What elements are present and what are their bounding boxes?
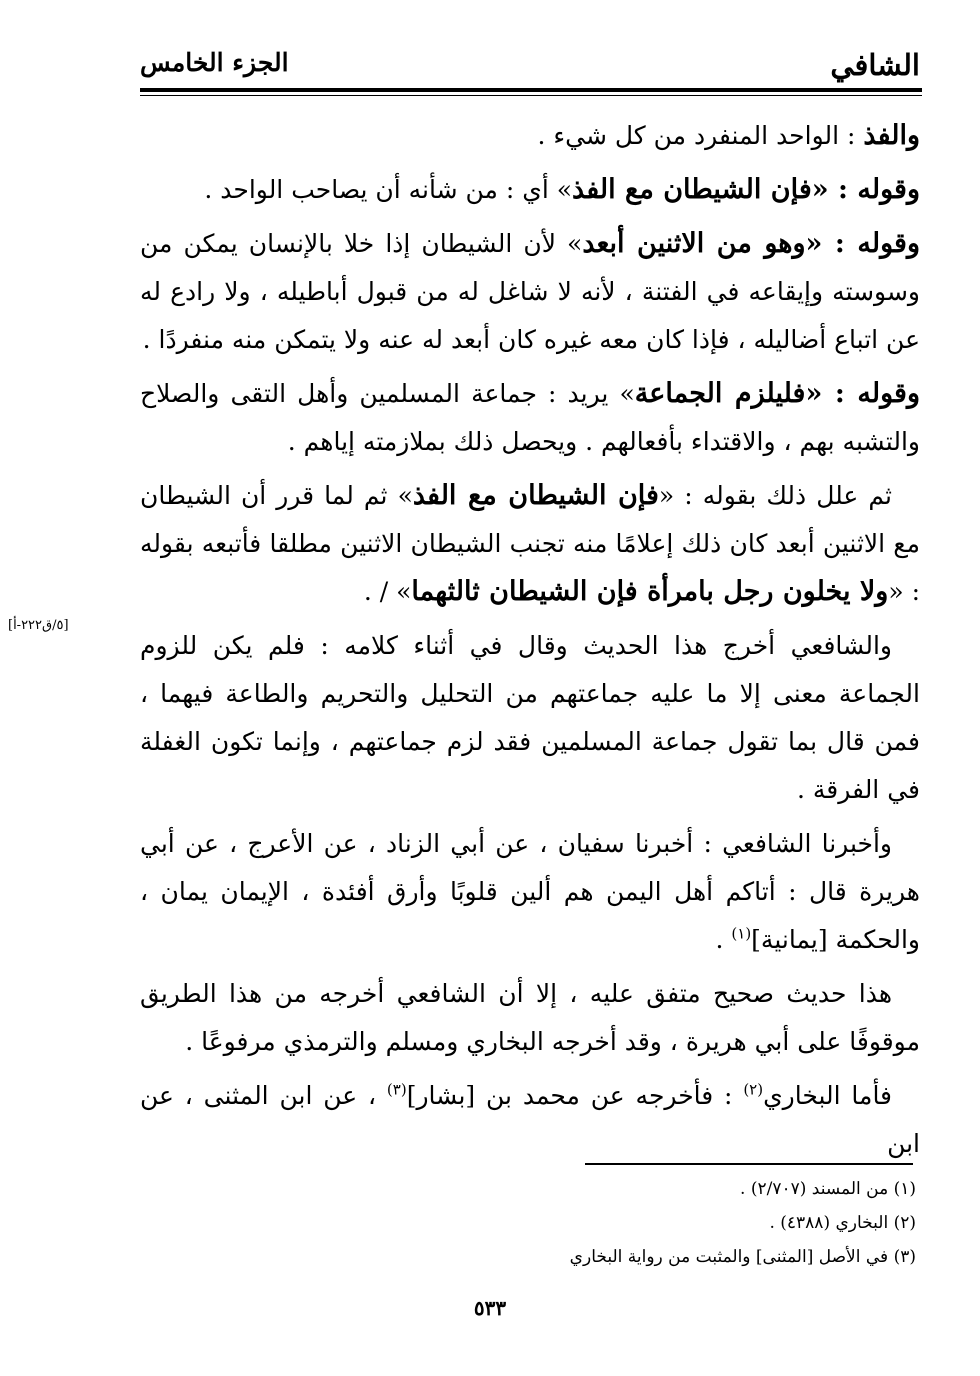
paragraph — [140, 1072, 920, 1168]
text-run: ، عن ابن المثنى ، عن ابن — [140, 1081, 920, 1158]
bold-phrase: فإن الشيطان مع الفذ — [572, 174, 812, 205]
text-run: » يريد : جماعة المسلمين وأهل التقى والصلاح والتشبه بهم ، والاقتداء بأفعالهم . ويحصل ذلك بملازمته إياهم . — [140, 379, 920, 456]
text-run: » أي : من شأنه أن يصاحب الواحد . — [204, 175, 573, 204]
header-rule-thick — [140, 88, 922, 92]
bold-phrase: وقوله : « — [805, 228, 920, 259]
paragraph — [140, 370, 920, 466]
paragraph — [140, 622, 920, 814]
paragraph — [140, 970, 920, 1066]
paragraph — [140, 112, 920, 160]
page-number: ٥٣٣ — [473, 1296, 507, 1320]
footnote: (٣) في الأصل [المثنى] والمثبت من رواية البخاري — [569, 1247, 916, 1267]
text-run: » ثم لما قرر أن الشيطان مع الاثنين أبعد كان ذلك إعلامًا منه تجنب الشيطان الاثنين مطلقا فأتبعه بقوله : « — [140, 481, 920, 606]
bold-phrase: فإن الشيطان مع الفذ — [412, 480, 659, 511]
footnote-ref: (١) — [731, 924, 752, 943]
body-text — [140, 112, 920, 1174]
text-run: ثم علل ذلك بقوله : « — [658, 481, 892, 510]
text-run: فأما البخاري — [763, 1081, 893, 1110]
footnote-separator — [585, 1163, 913, 1165]
text-run: وأخبرنا الشافعي : أخبرنا سفيان ، عن أبي الزناد ، عن الأعرج ، عن أبي هريرة قال : أتاكم أهل اليمن هم ألين قلوبًا وأرق أفئدة ، الإيمان يمان ، والحكمة [يمانية] — [140, 829, 920, 954]
footnote: (١) من المسند (٢/٧٠٧) . — [740, 1179, 916, 1199]
text-run: . — [715, 925, 732, 954]
paragraph — [140, 220, 920, 364]
bold-phrase: ولا يخلون رجل بامرأة فإن الشيطان ثالثهما — [411, 576, 889, 607]
margin-manuscript-note: [٥/ق٢٢٢-أ] — [8, 618, 69, 633]
footnote: (٢) البخاري (٤٣٨٨) . — [769, 1213, 916, 1233]
footnote-ref: (٢) — [743, 1080, 764, 1099]
bold-phrase: وقوله : « — [811, 174, 920, 205]
footnote-ref: (٣) — [386, 1080, 407, 1099]
volume-label: الجزء الخامس — [140, 48, 289, 77]
bold-phrase: والفذ — [863, 120, 920, 151]
running-header — [140, 40, 920, 88]
text-run: هذا حديث صحيح متفق عليه ، إلا أن الشافعي أخرجه من هذا الطريق موقوفًا على أبي هريرة ، وقد أخرجه البخاري ومسلم والترمذي مرفوعًا . — [140, 979, 920, 1056]
text-run: » / . — [363, 577, 412, 606]
footnotes — [420, 1172, 916, 1274]
text-run: والشافعي أخرج هذا الحديث وقال في أثناء كلامه : فلم يكن للزوم الجماعة معنى إلا ما عليه جماعتهم من التحليل والتحريم والطاعة فيهما ، فمن قال بما تقول جماعة المسلمين فقد لزم جماعتهم ، وإنما تكون الغفلة في الفرقة . — [140, 631, 920, 804]
bold-phrase: فليلزم الجماعة — [634, 378, 806, 409]
text-run: : فأخرجه عن محمد بن [بشار] — [406, 1081, 744, 1110]
text-run: » لأن الشيطان إذا خلا بالإنسان يمكن من وسوسته وإيقاعه في الفتنة ، لأنه لا شاغل له من قبول أباطيله ، ولا رادع له عن اتباع أضاليله ، فإذا كان معه غيره كان أبعد له عنه ولا يتمكن منه منفردًا . — [140, 229, 920, 354]
bold-phrase: وهو من الاثنين أبعد — [582, 228, 806, 259]
book-title: الشافي — [830, 48, 920, 82]
bold-phrase: وقوله : « — [805, 378, 920, 409]
text-run: : الواحد المنفرد من كل شيء . — [537, 121, 864, 150]
paragraph — [140, 166, 920, 214]
paragraph — [140, 820, 920, 964]
header-rule-thin — [140, 95, 922, 96]
paragraph — [140, 472, 920, 616]
